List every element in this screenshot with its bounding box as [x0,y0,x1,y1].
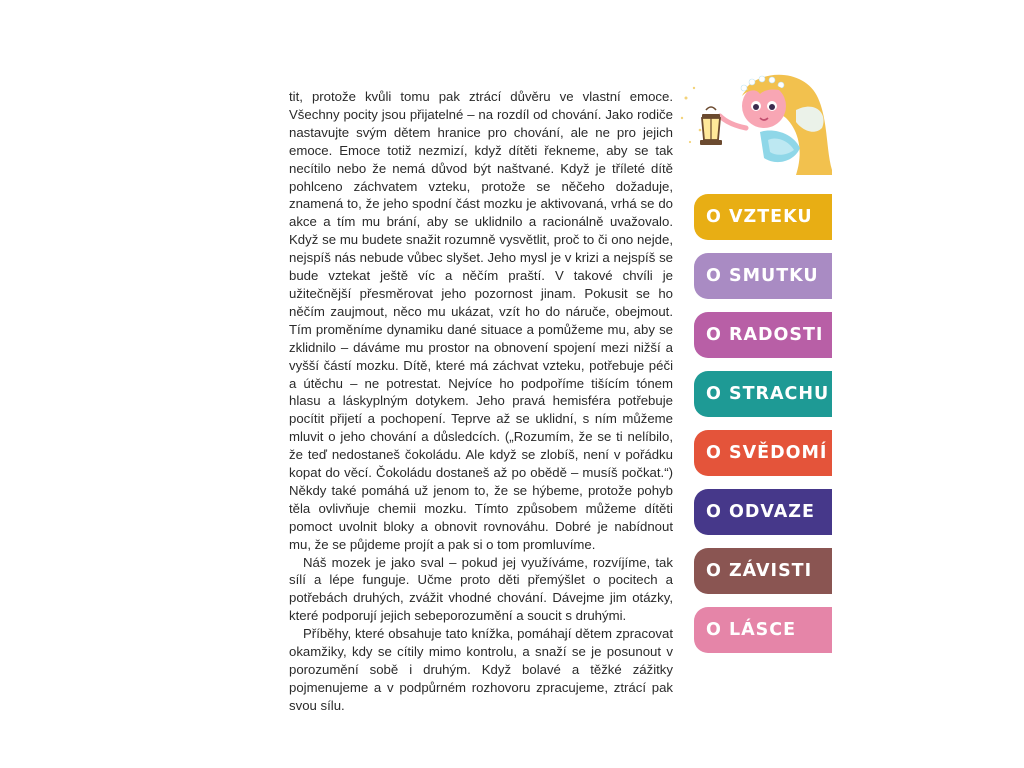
body-text [289,88,673,715]
tab-label: O STRACHU [706,384,830,404]
tab-o-vzteku[interactable] [694,194,832,240]
tab-o-strachu[interactable] [694,371,832,417]
tab-o-lasce[interactable] [694,607,832,653]
tab-label: O SVĚDOMÍ [706,443,828,463]
paragraph-3: Příběhy, které obsahuje tato knížka, pomáhají dětem zpracovat okamžiky, kdy se cítily mimo kontrolu, a snaží se je posunout v porozumění sobě i druhým. Když bolavé a těžké zážitky pojmenujeme a v podpůrném rozhovoru zpracujeme, ztrácí pak svou sílu. [289,626,673,713]
chapter-tabs [694,194,832,666]
paragraph-1: tit, protože kvůli tomu pak ztrácí důvěru ve vlastní emoce. Všechny pocity jsou přijatelné – na rozdíl od chování. Jako rodiče nastavujte svým dětem hranice pro chování, ale ne pro jejich emoce. Emoce totiž nezmizí, když dítěti řekneme, aby se tak necítilo nebo že nemá důvod být naštvané. Když je tříleté dítě pohlceno záchvatem vzteku, protože se něčeho dožaduje, znamená to, že jeho spodní část mozku je aktivovaná, vrhá se do akce a tím mu brání, aby se uklidnilo a racionálně uvažovalo. Když se mu budete snažit rozumně vysvětlit, proč to či ono nejde, nejspíš nás nebude vůbec slyšet. Jeho mysl je v krizi a nejspíš se bude vztekat ještě víc a něčím praští. V takové chvíli je užitečnější přesměrovat jeho pozornost jinam. Pokusit se ho něčím zaujmout, něco mu ukázat, vzít ho do náruče, obejmout. Tím proměníme dynamiku dané situace a pomůžeme mu, aby se zklidnilo – dáváme mu prostor na obnovení spojení mezi nižší a vyšší částí mozku. Dítě, které má záchvat vzteku, potřebuje péči a útěchu – ne potrestat. Nejvíce ho podpoříme tišícím tónem hlasu a láskyplným dotykem. Jeho pravá hemisféra potřebuje pocítit přijetí a pochopení. Teprve až se uklidní, s ním můžeme mluvit o jeho chování a důsledcích. („Rozumím, že se ti nelíbilo, že teď nedostaneš čokoládu. Ale když se zlobíš, není v pořádku kopat do věcí. Čokoládu dostaneš až po obědě – musíš počkat.“) Někdy také pomáhá už jenom to, že se hýbeme, protože pohyb těla ovlivňuje chemii mozku. Tímto způsobem můžeme dítěti pomoct uvolnit bloky a obnovit rovnováhu. Dobré je nabídnout mu, že se půjdeme projít a pak si o tom promluvíme. [289,89,673,552]
tab-label: O ZÁVISTI [706,561,813,581]
tab-o-svedomi[interactable] [694,430,832,476]
tab-label: O LÁSCE [706,620,797,640]
tab-o-radosti[interactable] [694,312,832,358]
tab-o-zavisti[interactable] [694,548,832,594]
tab-label: O ODVAZE [706,502,815,522]
tab-label: O RADOSTI [706,325,824,345]
tab-label: O VZTEKU [706,207,813,227]
tab-label: O SMUTKU [706,266,819,286]
tab-o-odvaze[interactable] [694,489,832,535]
fairy-with-lantern-icon [676,70,832,175]
paragraph-2: Náš mozek je jako sval – pokud jej využíváme, rozvíjíme, tak sílí a lépe funguje. Učme proto děti přemýšlet o pocitech a potřebách druhých, zvážit vhodné chování. Dávejme jim otázky, které podporují jejich sebeporozumění a soucit s druhými. [289,554,673,624]
tab-o-smutku[interactable] [694,253,832,299]
